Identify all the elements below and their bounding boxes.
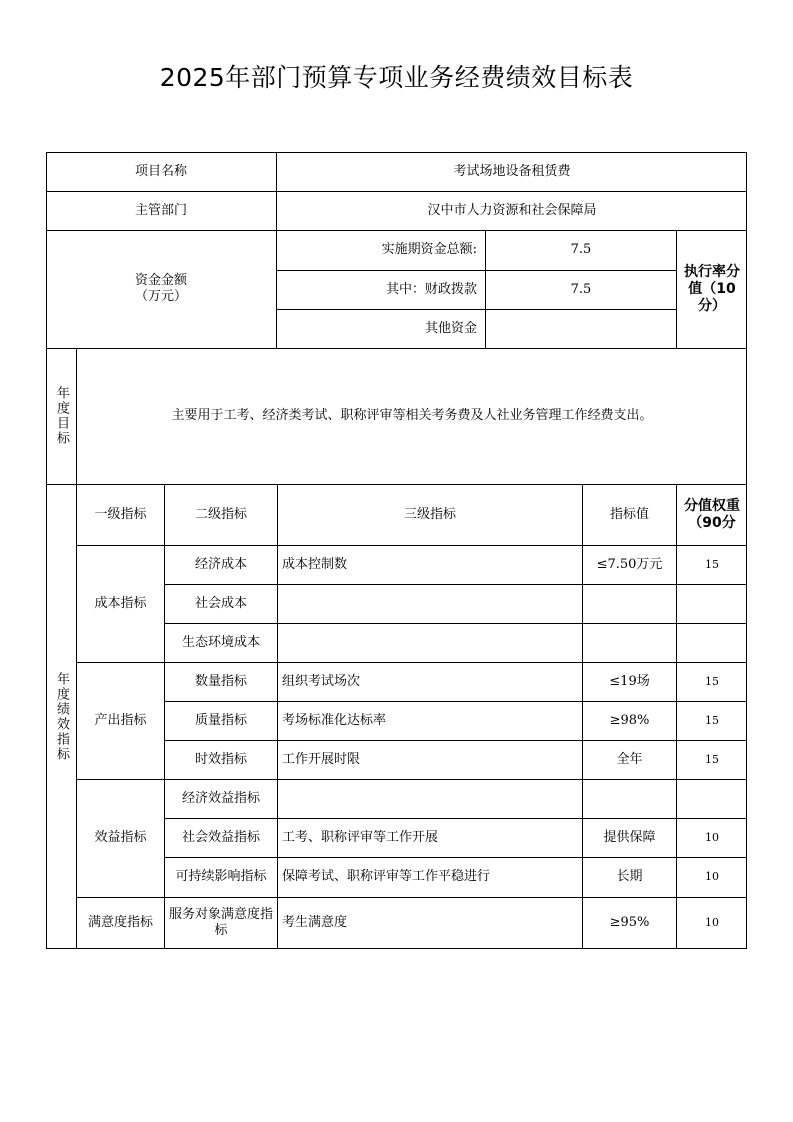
funds-label-text: 资金金额 xyxy=(134,273,187,288)
row-level3 xyxy=(278,779,582,818)
row-value: 长期 xyxy=(616,869,643,884)
row-level2: 经济成本 xyxy=(194,556,247,572)
header-level3: 三级指标 xyxy=(403,506,456,522)
row-level3: 工作开展时限 xyxy=(282,751,361,767)
header-value: 指标值 xyxy=(609,506,649,522)
annual-goal-text: 主要用于工考、经济类考试、职称评审等相关考务费及人社业务管理工作经费支出。 xyxy=(171,408,653,423)
total-funds-value: 7.5 xyxy=(570,242,592,257)
row-level3: 工考、职称评审等工作开展 xyxy=(282,829,439,845)
row-level3: 成本控制数 xyxy=(282,556,348,572)
fiscal-funds-value: 7.5 xyxy=(570,281,592,297)
group-output: 产出指标 xyxy=(94,712,147,728)
row-value xyxy=(583,779,676,818)
row-value: 提供保障 xyxy=(603,829,656,845)
department-label: 主管部门 xyxy=(134,202,187,218)
row-score xyxy=(677,584,747,623)
page-title: 2025年部门预算专项业务经费绩效目标表 xyxy=(159,63,634,92)
other-funds-label: 其他资金 xyxy=(424,320,477,336)
performance-indicators-label: 年度绩效指标 xyxy=(54,671,69,762)
fiscal-funds-label: 其中：财政拨款 xyxy=(385,281,477,297)
group-benefit: 效益指标 xyxy=(94,830,147,845)
row-score: 15 xyxy=(705,674,719,688)
row-value: ≤7.50万元 xyxy=(596,556,663,572)
row-level2: 时效指标 xyxy=(194,751,247,767)
header-weight: 分值权重（90分 xyxy=(684,497,740,531)
total-funds-label: 实施期资金总额: xyxy=(381,242,477,257)
row-value: ≥98% xyxy=(609,712,650,728)
row-score: 15 xyxy=(705,713,719,727)
row-level2: 服务对象满意度指标 xyxy=(168,907,273,938)
row-level2: 数量指标 xyxy=(194,673,247,689)
row-score: 10 xyxy=(705,870,719,883)
row-score: 15 xyxy=(705,752,719,766)
row-level3: 保障考试、职称评审等工作平稳进行 xyxy=(282,869,491,884)
row-score: 10 xyxy=(705,916,719,929)
row-level2: 可持续影响指标 xyxy=(175,869,267,884)
row-level2: 经济效益指标 xyxy=(181,790,260,806)
header-level1: 一级指标 xyxy=(94,506,147,522)
row-score: 10 xyxy=(705,830,719,844)
row-level2: 生态环境成本 xyxy=(181,634,260,650)
row-score: 15 xyxy=(705,557,719,571)
row-value: ≥95% xyxy=(609,915,650,930)
row-value xyxy=(583,623,676,662)
header-level2: 二级指标 xyxy=(194,506,247,522)
row-value xyxy=(583,584,676,623)
department-value: 汉中市人力资源和社会保障局 xyxy=(427,202,597,218)
row-level3 xyxy=(278,623,582,662)
row-level2: 社会成本 xyxy=(194,595,247,611)
row-level3: 考生满意度 xyxy=(282,915,348,930)
row-score xyxy=(677,779,747,818)
row-level3: 考场标准化达标率 xyxy=(282,712,387,728)
row-value: ≤19场 xyxy=(609,673,650,689)
row-level2: 社会效益指标 xyxy=(181,829,260,845)
project-name-label: 项目名称 xyxy=(134,163,187,179)
row-value: 全年 xyxy=(616,751,643,767)
row-level3: 组织考试场次 xyxy=(282,673,361,689)
row-level2: 质量指标 xyxy=(194,712,247,728)
group-cost: 成本指标 xyxy=(94,595,147,611)
row-score xyxy=(677,623,747,662)
funds-unit-text: （万元） xyxy=(134,289,187,304)
project-name-value: 考试场地设备租赁费 xyxy=(453,163,571,179)
funds-label xyxy=(46,230,276,348)
row-level3 xyxy=(278,584,582,623)
group-satisfaction: 满意度指标 xyxy=(87,915,153,930)
grid-line xyxy=(676,230,677,348)
annual-goal-label: 年度目标 xyxy=(54,386,69,446)
other-funds-value xyxy=(486,309,676,348)
execution-rate-score: 执行率分值（10分） xyxy=(684,263,740,314)
